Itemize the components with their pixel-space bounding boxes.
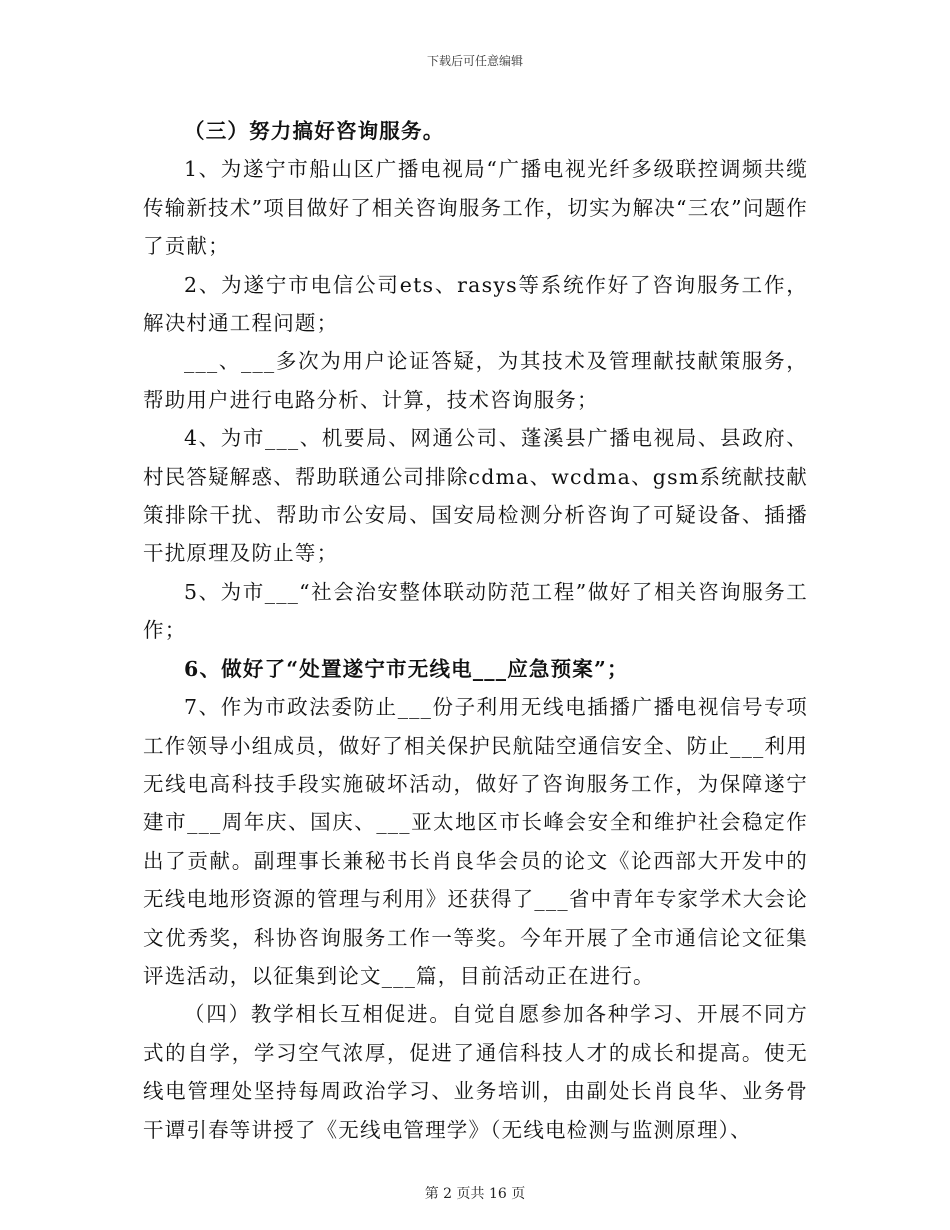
paragraph-6: 6、做好了“处置遂宁市无线电___应急预案”； — [184, 656, 629, 681]
paragraph-3: ___、___多次为用户论证答疑，为其技术及管理献技献策服务，帮助用户进行电路分析、计算，技术咨询服务； — [143, 349, 808, 412]
paragraph-1: 1、为遂宁市船山区广播电视局“广播电视光纤多级联控调频共缆传输新技术”项目做好了相关咨询服务工作，切实为解决“三农”问题作了贡献； — [143, 157, 808, 259]
section-heading: （三）努力搞好咨询服务。 — [184, 119, 445, 143]
paragraph-5: 5、为市___“社会治安整体联动防范工程”做好了相关咨询服务工作； — [143, 579, 808, 643]
paragraph-7: 7、作为市政法委防止___份子利用无线电插播广播电视信号专项工作领导小组成员，做好了相关保护民航陆空通信安全、防止___利用无线电高科技手段实施破坏活动，做好了咨询服务工作，为保障遂宁建市___周年庆、国庆、___亚太地区市长峰会安全和维护社会稳定作出了贡献。副理事长兼秘书长肖良华会员的论文《论西部大开发中的无线电地形资源的管理与利用》还获得了___省中青年专家学术大会论文优秀奖，科协咨询服务工作一等奖。今年开展了全市通信论文征集评选活动，以征集到论文___篇，目前活动正在进行。 — [143, 695, 808, 988]
page-header: 下载后可任意编辑 — [426, 54, 523, 68]
document-body — [143, 112, 808, 1149]
paragraph-2: 2、为遂宁市电信公司ets、rasys等系统作好了咨询服务工作，解决村通工程问题； — [143, 272, 808, 336]
paragraph-section-four: （四）教学相长互相促进。自觉自愿参加各种学习、开展不同方式的自学，学习空气浓厚，促进了通信科技人才的成长和提高。使无线电管理处坚持每周政治学习、业务培训，由副处长肖良华、业务骨干谭引春等讲授了《无线电管理学》（无线电检测与监测原理）、 — [143, 1002, 808, 1142]
paragraph-4: 4、为市___、机要局、网通公司、蓬溪县广播电视局、县政府、村民答疑解惑、帮助联通公司排除cdma、wcdma、gsm系统献技献策排除干扰、帮助市公安局、国安局检测分析咨询了可疑设备、插播干扰原理及防止等； — [143, 426, 808, 566]
page-footer: 第 2 页共 16 页 — [424, 1186, 526, 1202]
